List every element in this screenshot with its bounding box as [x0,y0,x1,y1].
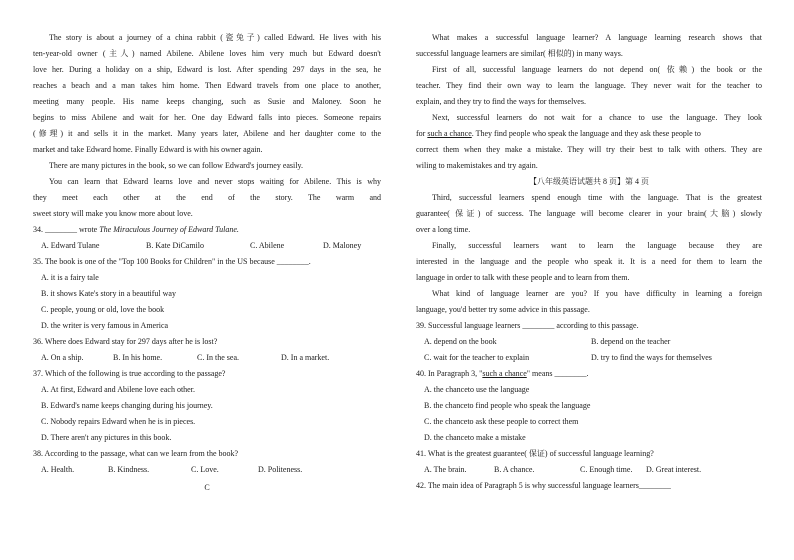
line-text: . They find people who speak the language and they ask these people to [471,129,701,138]
option-d[interactable]: D. Politeness. [258,465,303,474]
underlined-phrase: such a chance [427,129,472,138]
passage-line: What kind of language learner are you? If you have difficulty in learning a foreign [432,289,762,298]
question-38-options [33,462,381,478]
passage-line: correct them when they make a mistake. They will try their best to talk with others. They are [416,145,762,154]
option-b[interactable]: B. Edward's name keeps changing during his journey. [41,401,213,410]
line-text: for [416,129,428,138]
question-39-options-row2 [416,350,762,366]
passage-line: successful language learners are similar( 相似的) in many ways. [416,49,623,58]
passage-line: market and take Edward home. Finally Edward is with his owner again. [33,145,263,154]
option-c[interactable]: C. Love. [191,465,219,474]
passage-line: wiling to makemistakes and try again. [416,161,538,170]
question-41-options [416,462,762,478]
passage-line: guarantee( 保证) of success. The language will become clearer in your brain(大脑) slowly [416,209,762,218]
option-a[interactable]: A. the chanceto use the language [424,385,530,394]
passage-line: First of all, successful language learners do not depend on( 依赖) the book or the [432,65,762,74]
passage-line: explain, and they try to find the ways for themselves. [416,97,586,106]
passage-line: Finally, successful learners want to learn the language because they are [432,241,762,250]
question-37: 37. Which of the following is true according to the passage? [33,369,226,378]
option-c[interactable]: C. wait for the teacher to explain [424,353,530,362]
passage-line: language in order to talk with these people and to learn from them. [416,273,630,282]
question-stem: 40. In Paragraph 3, " [416,369,483,378]
option-b[interactable]: B. In his home. [113,353,163,362]
question-39: 39. Successful language learners ________ according to this passage. [416,321,639,330]
option-c[interactable]: C. Nobody repairs Edward when he is in pieces. [41,417,196,426]
option-c[interactable]: C. Enough time. [580,465,633,474]
question-38: 38. According to the passage, what can we learn from the book? [33,449,239,458]
passage-line: Next, successful learners do not wait for a chance to use the language. They look [432,113,762,122]
passage-line: You can learn that Edward learns love and never stops waiting for Abilene. This is why [49,177,381,186]
question-34 [33,222,381,238]
option-a[interactable]: A. depend on the book [424,337,497,346]
question-34-options [33,238,381,254]
question-36-options [33,350,381,366]
passage-line: they meet each other at the end of the story. The warm and [33,193,381,202]
passage-line: The story is about a journey of a china rabbit (瓷兔子) called Edward. He lives with his [49,33,381,42]
left-column [33,30,381,496]
passage-line: meeting many people. His name keeps changing, such as Susie and Maloney. Soon he [33,97,381,106]
option-b[interactable]: B. Kate DiCamilo [146,241,204,250]
option-c[interactable]: C. people, young or old, love the book [41,305,165,314]
passage-line: reaches a beach and a man takes him home. Then Edward travels from one place to another, [33,81,381,90]
passage-line: language, you'd better try some advice in this passage. [416,305,590,314]
question-stem: 34. ________ wrote [33,225,100,234]
option-d[interactable]: D. Maloney [323,241,362,250]
passage-line: love her. During a holiday on a ship, Edward is lost. After spending 297 days in the sea, he [33,65,381,74]
option-b[interactable]: B. Kindness. [108,465,150,474]
underlined-phrase: such a chance [482,369,527,378]
option-d[interactable]: D. try to find the ways for themselves [591,353,712,362]
option-a[interactable]: A. At first, Edward and Abilene love each other. [41,385,195,394]
option-d[interactable]: D. the chanceto make a mistake [424,433,526,442]
question-42: 42. The main idea of Paragraph 5 is why successful language learners________ [416,481,671,490]
question-36: 36. Where does Edward stay for 297 days after he is lost? [33,337,218,346]
passage-line: What makes a successful language learner? A language learning research shows that [432,33,762,42]
passage-line: interested in the language and the people who speak it. It is a need for them to learn the [416,257,762,266]
book-title: The Miraculous Journey of Edward Tulane. [99,225,239,234]
right-column [416,30,762,494]
option-c[interactable]: C. the chanceto ask these people to correct them [424,417,579,426]
passage-line: ten-year-old owner (主人) named Abilene. Abilene loves him very much but Edward doesn't [33,49,381,58]
passage-line: over a long time. [416,225,471,234]
option-b[interactable]: B. A chance. [494,465,535,474]
option-c[interactable]: C. In the sea. [197,353,239,362]
option-d[interactable]: D. the writer is very famous in America [41,321,169,330]
option-a[interactable]: A. Edward Tulane [41,241,100,250]
option-c[interactable]: C. Abilene [250,241,285,250]
question-35: 35. The book is one of the "Top 100 Books for Children" in the US because ________. [33,257,311,266]
option-d[interactable]: D. There aren't any pictures in this book. [41,433,172,442]
option-a[interactable]: A. On a ship. [41,353,84,362]
question-40 [416,366,762,382]
option-d[interactable]: D. In a market. [281,353,330,362]
option-b[interactable]: B. depend on the teacher [591,337,671,346]
passage-line: begins to miss Abilene and wait for her. One day Edward falls into pieces. Someone repairs [33,113,381,122]
option-b[interactable]: B. the chanceto find people who speak the language [424,401,591,410]
option-b[interactable]: B. it shows Kate's story in a beautiful way [41,289,176,298]
option-a[interactable]: A. Health. [41,465,75,474]
passage-line: There are many pictures in the book, so we can follow Edward's journey easily. [49,161,303,170]
option-d[interactable]: D. Great interest. [646,465,702,474]
passage-line: teacher. They find their own way to learn the language. They never wait for the teacher to [416,81,762,90]
passage-line: (修理) it and sells it in the market. Many years later, Abilene and her daughter come to the [33,129,381,138]
option-a[interactable]: A. The brain. [424,465,467,474]
question-41: 41. What is the greatest guarantee( 保证) of successful language learning? [416,449,654,458]
option-a[interactable]: A. it is a fairy tale [41,273,99,282]
question-39-options-row1 [416,334,762,350]
answer-mark: C [204,483,210,492]
passage-line: Third, successful learners spend enough time with the language. That is the greatest [432,193,762,202]
question-stem: " means ________. [526,369,589,378]
page-header: 【八年级英语试题共 8 页】第 4 页 [529,177,649,186]
passage-line [416,126,762,142]
passage-line: sweet story will make you know more about love. [33,209,193,218]
